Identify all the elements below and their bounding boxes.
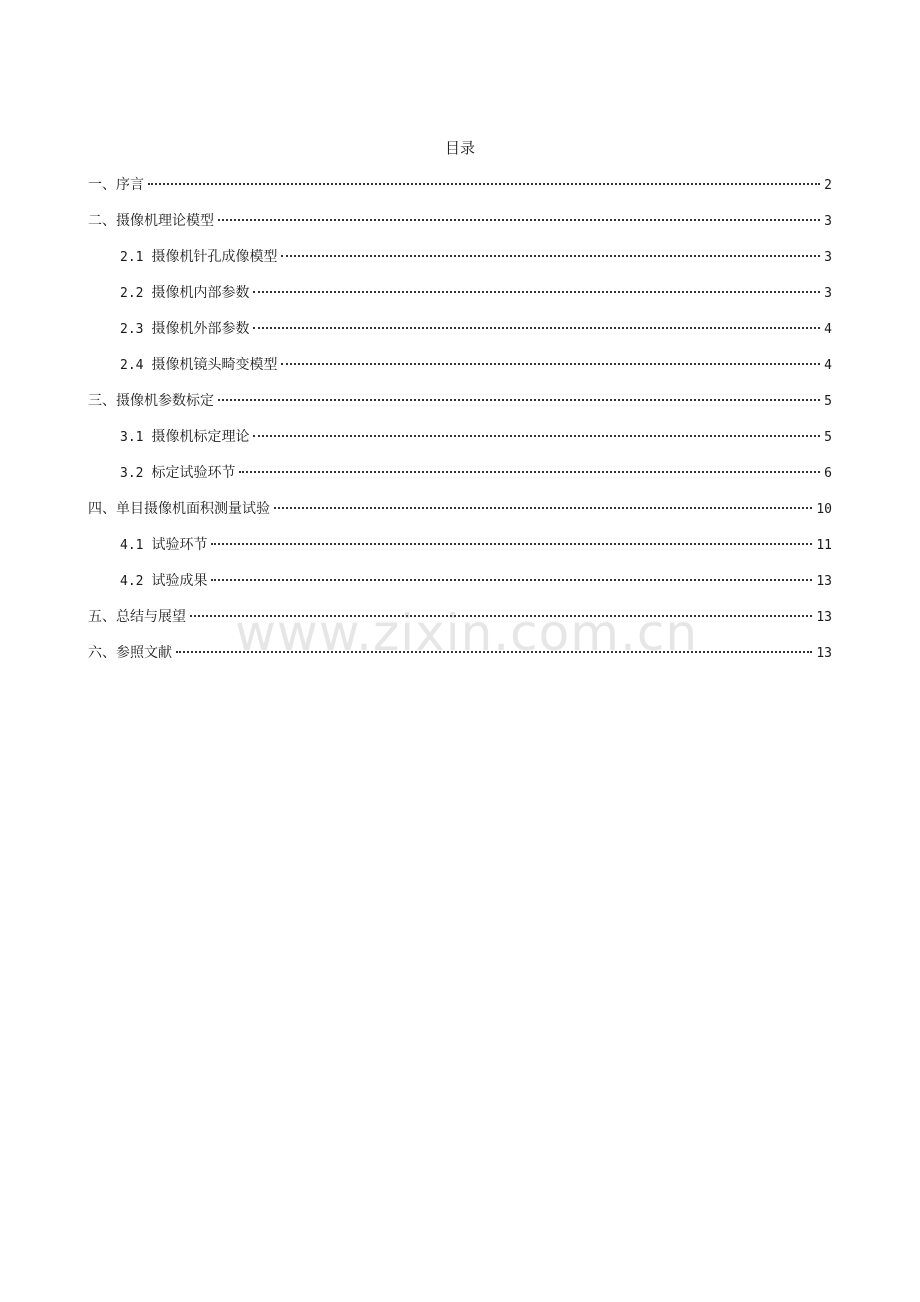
dot-leader: [281, 363, 820, 365]
toc-entry-text: 二、摄像机理论模型: [88, 213, 214, 229]
toc-entry-number: 2.4: [120, 358, 144, 373]
toc-entry-page: 3: [824, 250, 832, 265]
dot-leader: [253, 291, 820, 293]
toc-entry-page: 13: [816, 610, 832, 625]
toc-entry-text: 三、摄像机参数标定: [88, 393, 214, 409]
toc-entry-label: [120, 570, 207, 593]
toc-entry-text: 一、序言: [88, 177, 144, 193]
dot-leader: [211, 579, 812, 581]
toc-entry-label: [120, 534, 207, 557]
toc-entry-page: 3: [824, 286, 832, 301]
toc-title: 目录: [444, 139, 475, 157]
toc-entry-page: 11: [816, 538, 832, 553]
toc-entry[interactable]: [88, 426, 832, 462]
toc-entry[interactable]: [88, 174, 832, 210]
toc-entry-number: 4.2: [120, 574, 144, 589]
dot-leader: [148, 183, 820, 185]
toc-entry-page: 10: [816, 502, 832, 517]
toc-entry-text: 试验环节: [151, 537, 208, 553]
toc-entry-text: 六、参照文献: [88, 645, 172, 661]
toc-entry-label: [88, 174, 144, 196]
toc-entry-label: [120, 354, 277, 377]
toc-entry-page: 4: [824, 322, 832, 337]
table-of-contents: [88, 174, 832, 678]
toc-entry-page: 5: [824, 430, 832, 445]
dot-leader: [253, 327, 820, 329]
dot-leader: [218, 399, 820, 401]
toc-entry-page: 6: [824, 466, 832, 481]
watermark: www.zixin.com.cn: [235, 604, 699, 662]
toc-entry-number: 2.3: [120, 322, 144, 337]
toc-entry-label: [88, 390, 214, 412]
toc-entry-page: 3: [824, 214, 832, 229]
toc-entry-text: 摄像机镜头畸变模型: [151, 357, 278, 373]
dot-leader: [253, 435, 820, 437]
dot-leader: [211, 543, 812, 545]
toc-entry[interactable]: [88, 390, 832, 426]
toc-entry-text: 摄像机针孔成像模型: [151, 249, 278, 265]
toc-entry[interactable]: [88, 570, 832, 606]
toc-entry-page: 13: [816, 574, 832, 589]
toc-entry[interactable]: [88, 354, 832, 390]
dot-leader: [274, 507, 812, 509]
toc-entry-label: [120, 462, 235, 485]
dot-leader: [218, 219, 820, 221]
toc-entry-page: 13: [816, 646, 832, 661]
toc-entry[interactable]: [88, 318, 832, 354]
toc-entry-page: 4: [824, 358, 832, 373]
toc-entry-number: 2.1: [120, 250, 144, 265]
toc-entry[interactable]: [88, 462, 832, 498]
toc-entry[interactable]: [88, 498, 832, 534]
toc-entry[interactable]: [88, 534, 832, 570]
toc-entry[interactable]: [88, 606, 832, 642]
toc-entry-label: [120, 318, 249, 341]
toc-entry-page: 5: [824, 394, 832, 409]
toc-entry-number: 3.1: [120, 430, 144, 445]
toc-entry-label: [120, 282, 249, 305]
toc-entry-label: [120, 246, 277, 269]
toc-entry-label: [88, 642, 172, 664]
toc-entry-text: 摄像机标定理论: [151, 429, 250, 445]
toc-entry-number: 3.2: [120, 466, 144, 481]
toc-entry-label: [88, 498, 270, 520]
toc-entry-label: [88, 210, 214, 232]
toc-entry-text: 标定试验环节: [151, 465, 236, 481]
toc-entry[interactable]: [88, 282, 832, 318]
toc-entry-page: 2: [824, 178, 832, 193]
toc-entry[interactable]: [88, 210, 832, 246]
toc-entry[interactable]: [88, 246, 832, 282]
toc-entry-label: [120, 426, 249, 449]
dot-leader: [239, 471, 820, 473]
toc-entry[interactable]: [88, 642, 832, 678]
dot-leader: [281, 255, 820, 257]
toc-entry-text: 试验成果: [151, 573, 208, 589]
toc-entry-label: [88, 606, 186, 628]
toc-entry-number: 4.1: [120, 538, 144, 553]
toc-entry-text: 摄像机外部参数: [151, 321, 250, 337]
toc-entry-text: 五、总结与展望: [88, 609, 186, 625]
toc-entry-number: 2.2: [120, 286, 144, 301]
toc-entry-text: 四、单目摄像机面积测量试验: [88, 501, 270, 517]
toc-entry-text: 摄像机内部参数: [151, 285, 250, 301]
dot-leader: [190, 615, 812, 617]
dot-leader: [176, 651, 812, 653]
